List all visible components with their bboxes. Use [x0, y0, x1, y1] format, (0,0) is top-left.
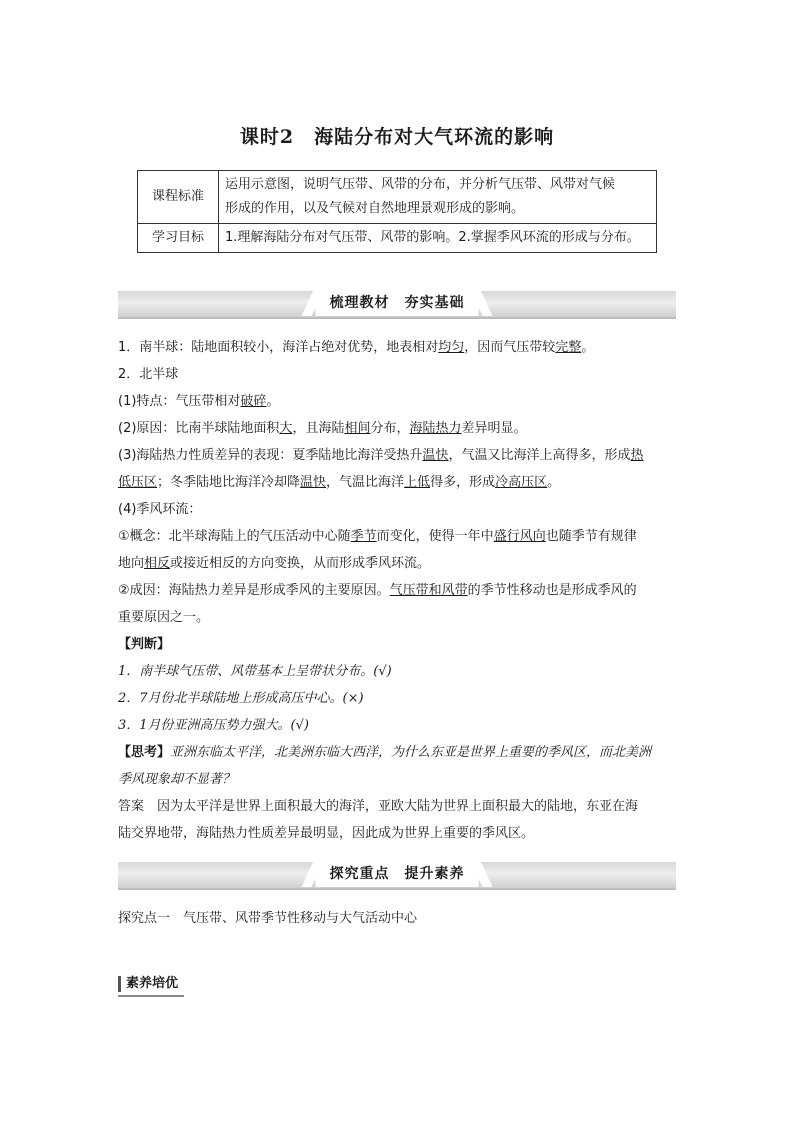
- thermal-difference-line: (3)海陆热力性质差异的表现：夏季陆地比海洋受热升温快，气温又比海洋上高得多，形成热 低压区；冬季陆地比海洋冷却降温快，气温比海洋上低得多，形成冷高压区。: [118, 448, 644, 490]
- monsoon-concept: ①概念：北半球海陆上的气压活动中心随季节而变化，使得一年中盛行风向也随季节有规律 地向相反或接近相反的方向变换，从而形成季风环流。: [118, 529, 637, 571]
- literacy-badge: 素养培优: [118, 975, 184, 997]
- section-banner-label: 探究重点 提升素养: [316, 861, 479, 887]
- badge-bar-icon: [118, 976, 121, 992]
- monsoon-cause: ②成因：海陆热力差异是形成季风的主要原因。气压带和风带的季节性移动也是形成季风的 重要原因之一。: [118, 583, 637, 625]
- judge-item: 1．南半球气压带、风带基本上呈带状分布。(√): [118, 664, 392, 679]
- section-banner: [118, 291, 676, 319]
- feature-line: (1)特点：气压带相对破碎。: [118, 394, 280, 409]
- northern-hemisphere-heading: 2．北半球: [118, 367, 179, 382]
- textbook-summary: [118, 334, 678, 847]
- table-row: [138, 171, 657, 224]
- course-standards-table: [137, 170, 657, 253]
- learning-goal-text: 1.理解海陆分布对气压带、风带的影响。2.掌握季风环流的形成与分布。: [219, 224, 657, 253]
- course-standard-text: [219, 171, 657, 224]
- course-standard-label: 课程标准: [138, 171, 219, 224]
- judge-label: 【判断】: [118, 637, 171, 652]
- think-question: 【思考】亚洲东临太平洋，北美洲东临大西洋，为什么东亚是世界上重要的季风区，而北美洲 季风现象却不显著？: [118, 745, 652, 787]
- learning-goal-label: 学习目标: [138, 224, 219, 253]
- page-title: 课时2 海陆分布对大气环流的影响: [239, 126, 555, 148]
- answer: 答案 因为太平洋是世界上面积最大的海洋，亚欧大陆为世界上面积最大的陆地，东亚在海 陆交界地带，海陆热力性质差异最明显，因此成为世界上重要的季风区。: [118, 799, 639, 841]
- explore-section: [118, 905, 678, 932]
- monsoon-heading: (4)季风环流：: [118, 502, 202, 517]
- course-standard-line: 形成的作用，以及气候对自然地理景观形成的影响。: [225, 201, 525, 216]
- section-banner-label: 梳理教材 夯实基础: [316, 290, 479, 316]
- explore-point-heading: 探究点一 气压带、风带季节性移动与大气活动中心: [118, 911, 418, 926]
- judge-item: 2．7月份北半球陆地上形成高压中心。(×): [118, 691, 364, 706]
- section-banner: [118, 862, 676, 890]
- table-row: [138, 224, 657, 253]
- course-standard-line: 运用示意图，说明气压带、风带的分布，并分析气压带、风带对气候: [225, 177, 616, 192]
- reason-line: (2)原因：比南半球陆地面积大，且海陆相间分布，海陆热力差异明显。: [118, 421, 527, 436]
- judge-item: 3．1月份亚洲高压势力强大。(√): [118, 718, 309, 733]
- southern-hemisphere-line: 1．南半球：陆地面积较小，海洋占绝对优势，地表相对均匀，因而气压带较完整。: [118, 340, 595, 355]
